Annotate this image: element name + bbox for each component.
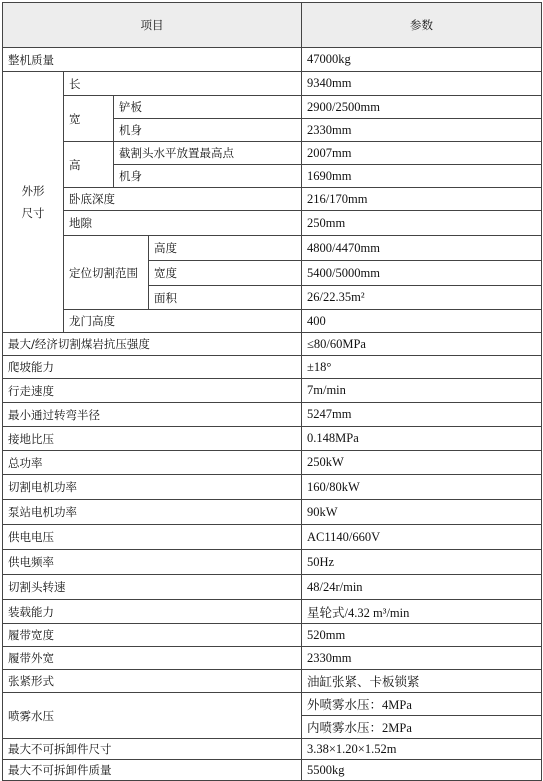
table-row: [3, 451, 542, 475]
speed-value: 7m/min: [302, 379, 542, 403]
table-row: [3, 356, 542, 379]
param-header: 参数: [302, 3, 542, 48]
mass-label: 整机质量: [3, 48, 302, 72]
cut-range-width-value: 5400/5000mm: [302, 261, 542, 286]
cut-range-label: 定位切割范围: [64, 236, 149, 310]
cut-range-width-label: 宽度: [149, 261, 302, 286]
height-label: 高: [64, 142, 114, 188]
dims-group-label: [3, 72, 64, 333]
gantry-label: 龙门高度: [64, 310, 302, 333]
track-outer-label: 履带外宽: [3, 647, 302, 670]
pump-power-value: 90kW: [302, 500, 542, 525]
table-row: [3, 575, 542, 600]
table-row: [3, 525, 542, 550]
cut-range-height-value: 4800/4470mm: [302, 236, 542, 261]
height-cutter-value: 2007mm: [302, 142, 542, 165]
voltage-value: AC1140/660V: [302, 525, 542, 550]
undercut-value: 216/170mm: [302, 188, 542, 211]
gantry-value: 400: [302, 310, 542, 333]
climb-value: ±18°: [302, 356, 542, 379]
track-width-value: 520mm: [302, 624, 542, 647]
freq-value: 50Hz: [302, 550, 542, 575]
table-row: [3, 624, 542, 647]
width-body-value: 2330mm: [302, 119, 542, 142]
clearance-label: 地隙: [64, 211, 302, 236]
pump-power-label: 泵站电机功率: [3, 500, 302, 525]
width-shovel-label: 铲板: [114, 96, 302, 119]
table-row: [3, 475, 542, 500]
power-label: 总功率: [3, 451, 302, 475]
cut-range-area-value: 26/22.35m²: [302, 286, 542, 310]
cut-range-area-label: 面积: [149, 286, 302, 310]
cut-power-label: 切割电机功率: [3, 475, 302, 500]
table-row: [3, 760, 542, 781]
speed-label: 行走速度: [3, 379, 302, 403]
table-row: [3, 142, 542, 165]
width-body-label: 机身: [114, 119, 302, 142]
voltage-label: 供电电压: [3, 525, 302, 550]
power-value: 250kW: [302, 451, 542, 475]
spec-table: [2, 2, 542, 781]
ground-value: 0.148MPa: [302, 427, 542, 451]
freq-label: 供电频率: [3, 550, 302, 575]
strength-label: 最大/经济切割煤岩抗压强度: [3, 333, 302, 356]
tension-value: 油缸张紧、卡板锁紧: [302, 670, 542, 693]
spray-inner-value: 内喷雾水压：2MPa: [302, 716, 542, 739]
table-row: [3, 739, 542, 760]
width-shovel-value: 2900/2500mm: [302, 96, 542, 119]
length-label: 长: [64, 72, 302, 96]
table-row: [3, 693, 542, 716]
turn-value: 5247mm: [302, 403, 542, 427]
max-size-label: 最大不可拆卸件尺寸: [3, 739, 302, 760]
table-row: [3, 96, 542, 119]
table-row: [3, 500, 542, 525]
table-row: [3, 310, 542, 333]
table-row: [3, 333, 542, 356]
track-width-label: 履带宽度: [3, 624, 302, 647]
height-body-value: 1690mm: [302, 165, 542, 188]
load-value: 星轮式/4.32 m³/min: [302, 600, 542, 624]
max-mass-label: 最大不可拆卸件质量: [3, 760, 302, 781]
track-outer-value: 2330mm: [302, 647, 542, 670]
undercut-label: 卧底深度: [64, 188, 302, 211]
table-row: [3, 211, 542, 236]
height-body-label: 机身: [114, 165, 302, 188]
spray-outer-value: 外喷雾水压：4MPa: [302, 693, 542, 716]
max-mass-value: 5500kg: [302, 760, 542, 781]
cut-power-value: 160/80kW: [302, 475, 542, 500]
height-cutter-label: 截割头水平放置最高点: [114, 142, 302, 165]
width-label: 宽: [64, 96, 114, 142]
table-row: [3, 188, 542, 211]
tension-label: 张紧形式: [3, 670, 302, 693]
ground-label: 接地比压: [3, 427, 302, 451]
table-row: [3, 48, 542, 72]
table-row: [3, 403, 542, 427]
item-header: 项目: [3, 3, 302, 48]
strength-value: ≤80/60MPa: [302, 333, 542, 356]
table-row: [3, 379, 542, 403]
table-row: [3, 670, 542, 693]
table-row: [3, 236, 542, 261]
length-value: 9340mm: [302, 72, 542, 96]
climb-label: 爬坡能力: [3, 356, 302, 379]
table-row: [3, 600, 542, 624]
max-size-value: 3.38×1.20×1.52m: [302, 739, 542, 760]
spray-label: 喷雾水压: [3, 693, 302, 739]
load-label: 装载能力: [3, 600, 302, 624]
dims-group-text: 外形尺寸: [21, 184, 45, 220]
head-speed-value: 48/24r/min: [302, 575, 542, 600]
turn-label: 最小通过转弯半径: [3, 403, 302, 427]
cut-range-height-label: 高度: [149, 236, 302, 261]
clearance-value: 250mm: [302, 211, 542, 236]
table-row: [3, 647, 542, 670]
head-speed-label: 切割头转速: [3, 575, 302, 600]
table-row: [3, 550, 542, 575]
table-row: [3, 427, 542, 451]
table-row: [3, 72, 542, 96]
mass-value: 47000kg: [302, 48, 542, 72]
table-header-row: [3, 3, 542, 48]
